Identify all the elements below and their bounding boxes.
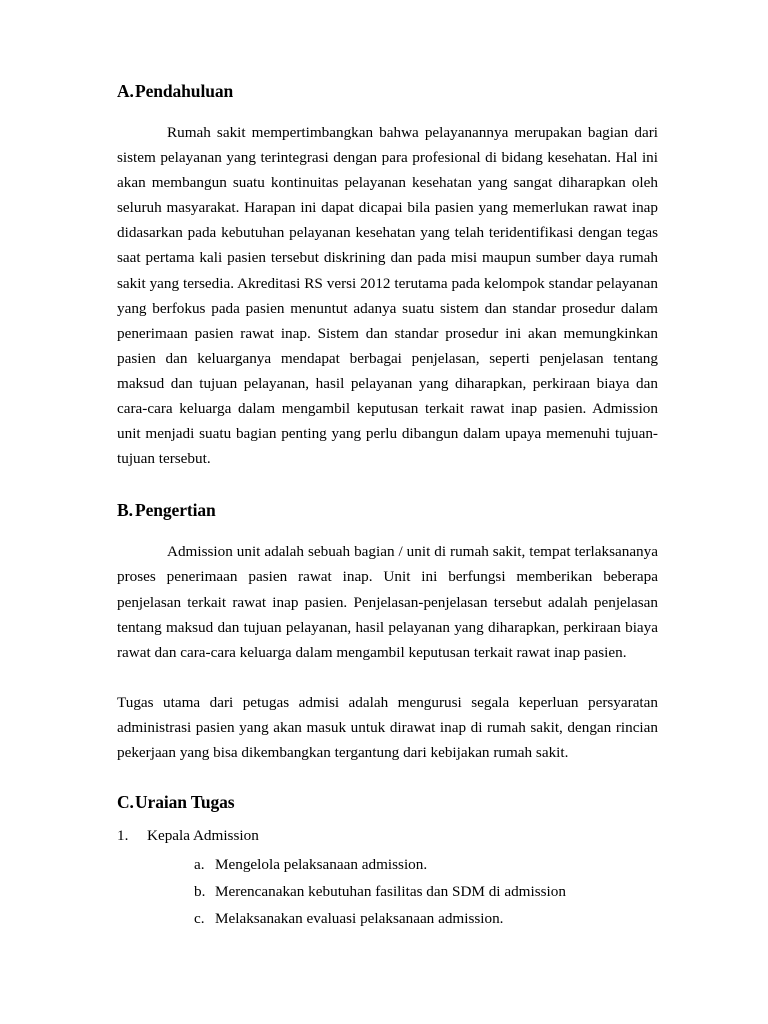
section-c-title: Uraian Tugas — [135, 792, 235, 813]
section-b-marker: B. — [117, 500, 133, 521]
sublist-item-marker: c. — [194, 910, 205, 928]
section-b-title: Pengertian — [135, 500, 216, 521]
sublist-item-label: Merencanakan kebutuhan fasilitas dan SDM di admission — [215, 883, 566, 901]
list-item-marker: 1. — [117, 827, 129, 845]
list-item — [147, 879, 677, 904]
sublist-item-label: Mengelola pelaksanaan admission. — [215, 856, 428, 874]
sublist-item-marker: b. — [194, 883, 206, 901]
document-content — [117, 80, 677, 935]
section-b-paragraph-2: Tugas utama dari petugas admisi adalah mengurusi segala keperluan persyaratan administrasi pasien yang akan masuk untuk dirawat inap di rumah sakit, dengan rincian pekerjaan yang bisa dikembangkan tergantung dari kebijakan rumah sakit. — [117, 693, 658, 761]
section-b-paragraph-1: Admission unit adalah sebuah bagian / unit di rumah sakit, tempat terlaksananya proses penerimaan pasien rawat inap. Unit ini berfungsi memberikan beberapa penjelasan terkait rawat inap pasien. Penjelasan-penjelasan tersebut adalah penjelasan tentang maksud dan tujuan pelayanan, hasil pelayanan yang diharapkan, perkiraan biaya rawat dan cara-cara keluarga dalam mengambil keputusan terkait rawat inap pasien. — [117, 543, 658, 661]
section-a-marker: A. — [117, 81, 134, 101]
list-item — [147, 852, 677, 877]
task-sublist — [147, 852, 677, 931]
list-item-label: Kepala Admission — [147, 827, 259, 845]
section-heading-a — [117, 80, 677, 102]
list-item — [117, 823, 677, 931]
section-a-title: Pendahuluan — [135, 81, 234, 101]
section-c-marker: C. — [117, 792, 134, 813]
list-item — [147, 906, 677, 931]
task-list — [117, 823, 677, 931]
sublist-item-marker: a. — [194, 856, 205, 874]
section-heading-b — [117, 499, 677, 521]
sublist-item-label: Melaksanakan evaluasi pelaksanaan admission. — [215, 910, 504, 928]
section-a-paragraph-1: Rumah sakit mempertimbangkan bahwa pelayanannya merupakan bagian dari sistem pelayanan yang terintegrasi dengan para profesional di bidang kesehatan. Hal ini akan membangun suatu kontinuitas pelayanan kesehatan yang sangat diharapkan oleh seluruh masyarakat. Harapan ini dapat dicapai bila pasien yang memerlukan rawat inap didasarkan pada kebutuhan pelayanan kesehatan yang telah teridentifikasi dengan tegas saat pertama kali pasien tersebut diskrining dan pada misi maupun sumber daya rumah sakit yang tersedia. Akreditasi RS versi 2012 terutama pada kelompok standar pelayanan yang berfokus pada pasien menuntut adanya suatu sistem dan standar prosedur dalam penerimaan pasien rawat inap. Sistem dan standar prosedur ini akan memungkinkan pasien dan keluarganya mendapat berbagai penjelasan, seperti penjelasan tentang maksud dan tujuan pelayanan, hasil pelayanan yang diharapkan, perkiraan biaya dan cara-cara keluarga dalam mengambil keputusan terkait rawat inap pasien. Admission unit menjadi suatu bagian penting yang perlu dibangun dalam upaya memenuhi tujuan-tujuan tersebut. — [117, 124, 658, 468]
section-heading-c — [117, 791, 677, 813]
